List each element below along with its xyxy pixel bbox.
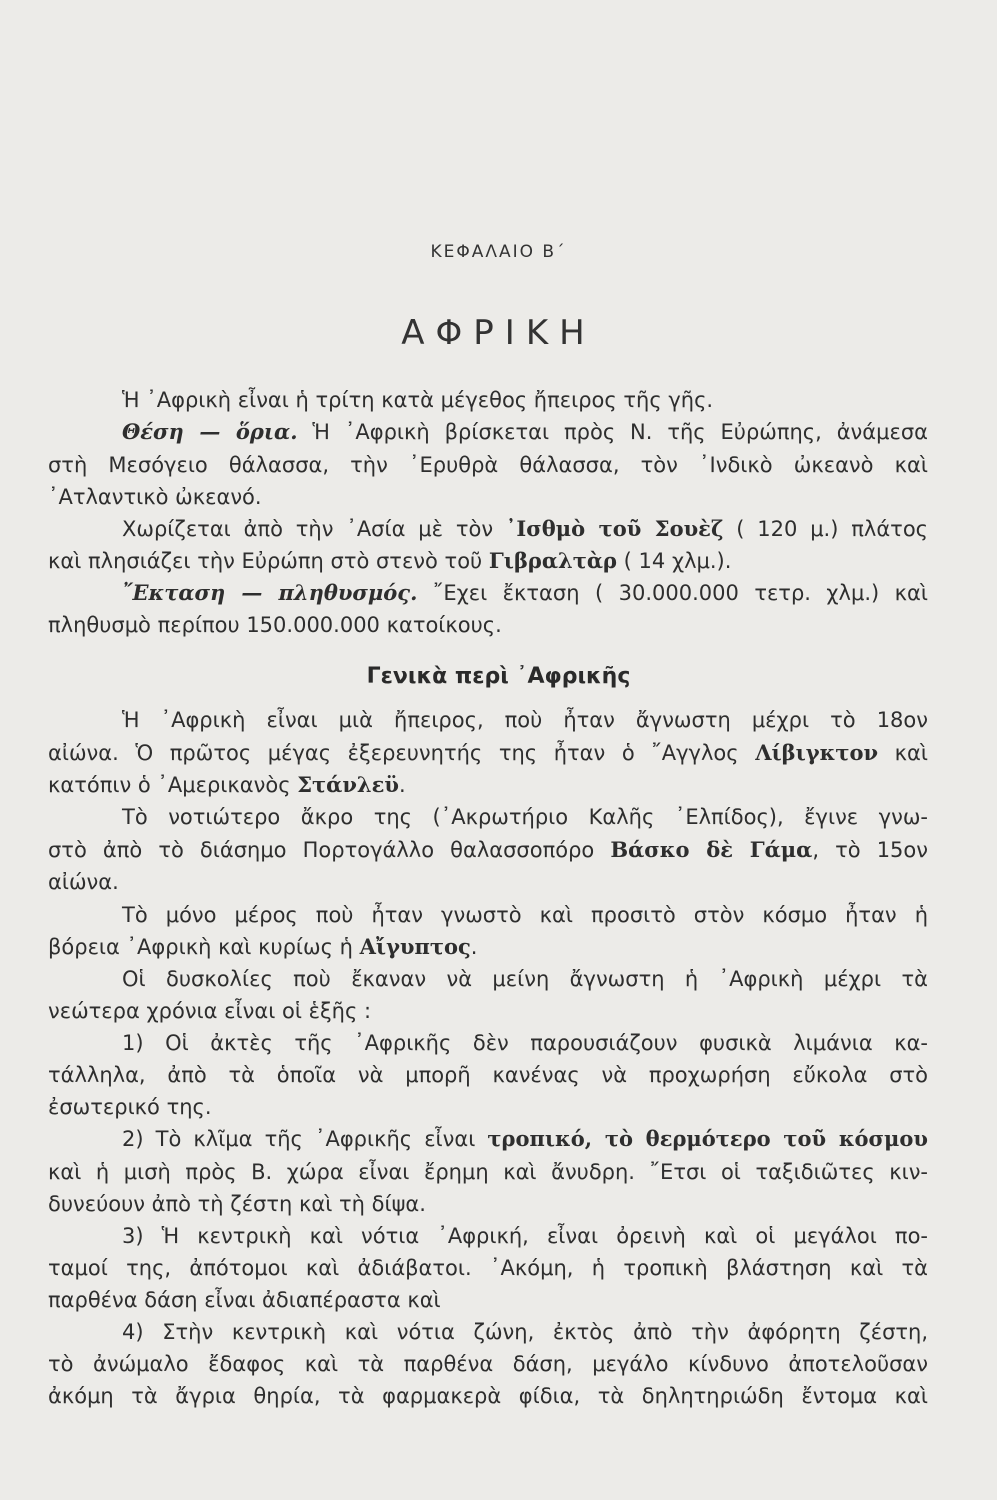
text-line: αἰώνα. <box>48 870 119 894</box>
text-line: Θέση — ὅρια. Ἡ ᾿Αφρικὴ βρίσκεται πρὸς Ν. τῆς Εὐρώπης, ἀνάμεσα <box>122 419 928 444</box>
text-line: 3) Ἡ κεντρικὴ καὶ νότια ᾿Αφρική, εἶναι ὀρεινὴ καὶ οἱ μεγάλοι πο- <box>122 1224 928 1248</box>
text-line: στὸ ἀπὸ τὸ διάσημο Πορτογάλλο θαλασσοπόρο Βάσκο δὲ Γάμα, τὸ 15ον <box>48 837 928 862</box>
text-line: νεώτερα χρόνια εἶναι οἱ ἑξῆς : <box>48 999 372 1023</box>
text-line: 1) Οἱ ἀκτὲς τῆς ᾿Αφρικῆς δὲν παρουσιάζουν φυσικὰ λιμάνια κα- <box>122 1031 928 1055</box>
text-line: κατόπιν ὁ ᾿Αμερικανὸς Στάνλεϋ. <box>48 772 406 797</box>
text-line: δυνεύουν ἀπὸ τὴ ζέστη καὶ τὴ δίψα. <box>48 1192 426 1216</box>
text-line: πληθυσμὸ περίπου 150.000.000 κατοίκους. <box>48 613 502 637</box>
text-line: ἐσωτερικό της. <box>48 1095 212 1119</box>
text-line: ᾿Ατλαντικὸ ὠκεανό. <box>48 485 262 509</box>
subheading-inline: Θέση — ὅρια. <box>122 419 298 444</box>
text-line: Χωρίζεται ἀπὸ τὴν ᾿Ασία μὲ τὸν ᾿Ισθμὸ τοῦ Σουὲζ ( 120 μ.) πλάτος <box>122 516 928 541</box>
text-line: παρθένα δάση εἶναι ἀδιαπέραστα καὶ <box>48 1288 441 1312</box>
chapter-label: ΚΕΦΑΛΑΙΟ Β΄ <box>430 242 567 262</box>
page-title: ΑΦΡΙΚΗ <box>401 312 596 353</box>
text-line: στὴ Μεσόγειο θάλασσα, τὴν ᾿Ερυθρὰ θάλασσα, τὸν ᾿Ινδικὸ ὠκεανὸ καὶ <box>48 453 928 477</box>
subheading-inline: ῎Εκταση — πληθυσμός. <box>122 580 418 605</box>
text-line: τάλληλα, ἀπὸ τὰ ὁποῖα νὰ μπορῆ κανένας νὰ προχωρήση εὔκολα στὸ <box>48 1063 928 1087</box>
text-line: βόρεια ᾿Αφρικὴ καὶ κυρίως ἡ Αἴγυπτος. <box>48 934 478 959</box>
text-line: τὸ ἀνώμαλο ἔδαφος καὶ τὰ παρθένα δάση, μεγάλο κίνδυνο ἀποτελοῦσαν <box>48 1352 928 1376</box>
text-line: ἀκόμη τὰ ἄγρια θηρία, τὰ φαρμακερὰ φίδια, τὰ δηλητηριώδη ἔντομα καὶ <box>48 1384 928 1408</box>
text-line: καὶ πλησιάζει τὴν Εὐρώπη στὸ στενὸ τοῦ Γιβραλτὰρ ( 14 χλμ.). <box>48 548 732 573</box>
text-line: 2) Τὸ κλῖμα τῆς ᾿Αφρικῆς εἶναι τροπικό, τὸ θερμότερο τοῦ κόσμου <box>122 1126 928 1151</box>
text-line: 4) Στὴν κεντρικὴ καὶ νότια ζώνη, ἐκτὸς ἀπὸ τὴν ἀφόρητη ζέστη, <box>122 1320 928 1344</box>
text-line: Οἱ δυσκολίες ποὺ ἔκαναν νὰ μείνη ἄγνωστη ἡ ᾿Αφρικὴ μέχρι τὰ <box>122 967 928 991</box>
text-line: αἰώνα. Ὁ πρῶτος μέγας ἐξερευνητής της ἦταν ὁ ῎Αγγλος Λίβιγκτον καὶ <box>48 740 928 765</box>
text-line: Τὸ νοτιώτερο ἄκρο της (᾿Ακρωτήριο Καλῆς ᾿Ελπίδος), ἔγινε γνω- <box>122 805 928 829</box>
text-line: ταμοί της, ἀπότομοι καὶ ἀδιάβατοι. ᾿Ακόμη, ἡ τροπικὴ βλάστηση καὶ τὰ <box>48 1256 928 1280</box>
text-line: ῎Εκταση — πληθυσμός. ῎Εχει ἔκταση ( 30.000.000 τετρ. χλμ.) καὶ <box>122 580 928 605</box>
text-line: Τὸ μόνο μέρος ποὺ ἦταν γνωστὸ καὶ προσιτὸ στὸν κόσμο ἦταν ἡ <box>122 903 928 927</box>
text-line: καὶ ἡ μισὴ πρὸς Β. χώρα εἶναι ἔρημη καὶ ἄνυδρη. ῎Ετσι οἱ ταξιδιῶτες κιν- <box>48 1160 928 1184</box>
section-heading: Γενικὰ περὶ ᾿Αφρικῆς <box>366 664 631 689</box>
text-line: Ἡ ᾿Αφρικὴ εἶναι ἡ τρίτη κατὰ μέγεθος ἤπειρος τῆς γῆς. <box>122 388 714 412</box>
text-line: Ἡ ᾿Αφρικὴ εἶναι μιὰ ἤπειρος, ποὺ ἦταν ἄγνωστη μέχρι τὸ 18ον <box>122 708 928 732</box>
